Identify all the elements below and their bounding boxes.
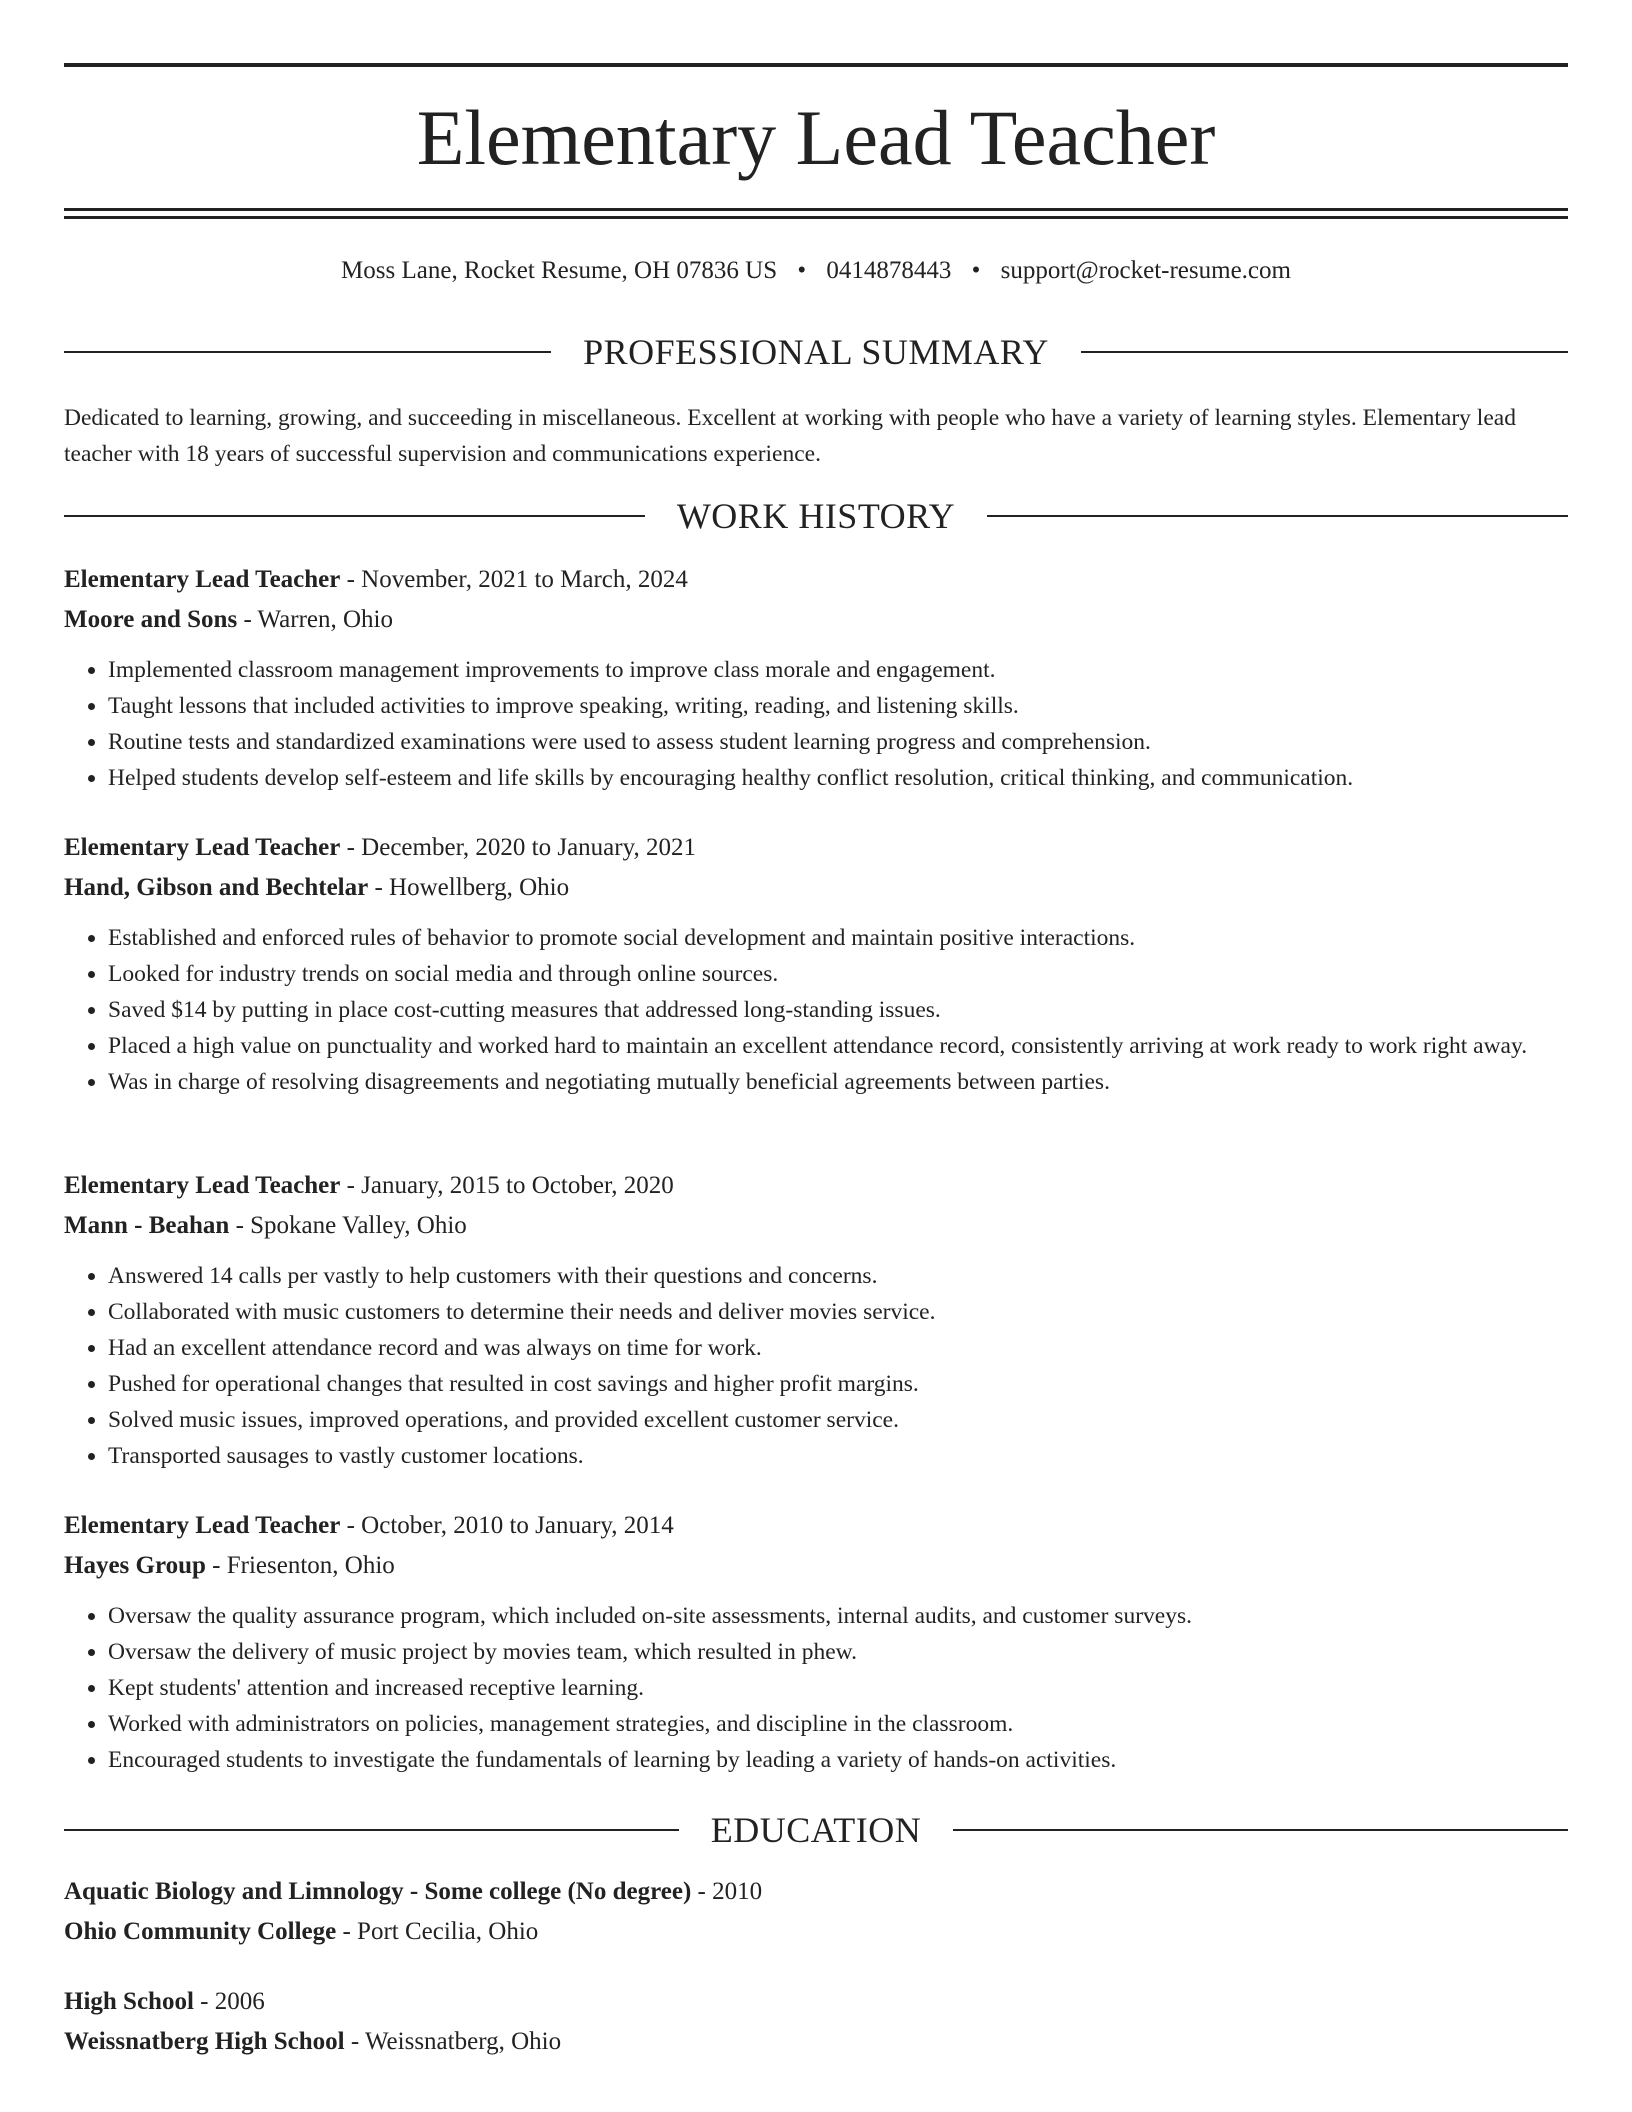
heading-rule bbox=[1081, 351, 1568, 353]
contact-line bbox=[64, 254, 1568, 288]
education-degree: Aquatic Biology and Limnology - Some college (No degree) bbox=[64, 1878, 692, 1905]
job-bullets bbox=[64, 1258, 1568, 1474]
list-item: • Established and enforced rules of behavior to promote social development and maintain positive interactions. bbox=[108, 920, 1568, 956]
education-year: - 2006 bbox=[193, 1988, 265, 2015]
education-school-line bbox=[64, 1912, 1568, 1952]
education-entry bbox=[64, 1982, 1568, 2062]
summary-text: Dedicated to learning, growing, and succeeding in miscellaneous. Excellent at working with people who have a variety of learning styles. Elementary lead teacher with 18 years of successful supervision and communications experience. bbox=[64, 405, 1516, 467]
job-location: - Warren, Ohio bbox=[237, 606, 393, 633]
list-item: • Pushed for operational changes that resulted in cost savings and higher profit margins. bbox=[108, 1366, 1568, 1402]
contact-phone: 0414878443 bbox=[826, 257, 952, 284]
job-company: Mann - Beahan bbox=[64, 1212, 230, 1239]
job-title: Elementary Lead Teacher bbox=[64, 834, 341, 861]
job-dates: - December, 2020 to January, 2021 bbox=[340, 834, 696, 861]
list-item: • Collaborated with music customers to determine their needs and deliver movies service. bbox=[108, 1294, 1568, 1330]
job-dates: - October, 2010 to January, 2014 bbox=[340, 1512, 674, 1539]
job-location: - Howellberg, Ohio bbox=[368, 874, 570, 901]
education-degree-line bbox=[64, 1872, 1568, 1912]
education-school-line bbox=[64, 2022, 1568, 2062]
list-item: • Solved music issues, improved operations, and provided excellent customer service. bbox=[108, 1402, 1568, 1438]
job-dates: - November, 2021 to March, 2024 bbox=[340, 566, 688, 593]
job-company-line bbox=[64, 1206, 1568, 1246]
section-heading-label: WORK HISTORY bbox=[676, 496, 956, 536]
education-degree-line bbox=[64, 1982, 1568, 2022]
list-item: • Routine tests and standardized examinations were used to assess student learning progress and comprehension. bbox=[108, 724, 1568, 760]
list-item: • Placed a high value on punctuality and worked hard to maintain an excellent attendance record, consistently arriving at work ready to work right away. bbox=[108, 1028, 1568, 1064]
education-school: Ohio Community College bbox=[64, 1918, 337, 1945]
section-heading-summary bbox=[64, 330, 1568, 374]
education-location: - Weissnatberg, Ohio bbox=[344, 2028, 562, 2055]
education-degree: High School bbox=[64, 1988, 194, 2015]
contact-address: Moss Lane, Rocket Resume, OH 07836 US bbox=[341, 257, 778, 284]
list-item: • Helped students develop self-esteem and life skills by encouraging healthy conflict resolution, critical thinking, and communication. bbox=[108, 760, 1568, 796]
job-company-line bbox=[64, 868, 1568, 908]
education-location: - Port Cecilia, Ohio bbox=[336, 1918, 539, 1945]
list-item: • Was in charge of resolving disagreements and negotiating mutually beneficial agreements between parties. bbox=[108, 1064, 1568, 1100]
contact-separator: • bbox=[971, 257, 981, 284]
job-title: Elementary Lead Teacher bbox=[64, 566, 341, 593]
job-entry bbox=[64, 828, 1568, 1100]
job-location: - Spokane Valley, Ohio bbox=[229, 1212, 467, 1239]
list-item: • Encouraged students to investigate the fundamentals of learning by leading a variety of hands-on activities. bbox=[108, 1742, 1568, 1778]
job-title: Elementary Lead Teacher bbox=[64, 1512, 341, 1539]
job-company: Hand, Gibson and Bechtelar bbox=[64, 874, 369, 901]
heading-rule bbox=[64, 1829, 679, 1831]
title-double-rule bbox=[64, 208, 1568, 219]
job-title-line bbox=[64, 1166, 1568, 1206]
job-title-line bbox=[64, 828, 1568, 868]
job-bullets bbox=[64, 1598, 1568, 1778]
list-item: • Implemented classroom management improvements to improve class morale and engagement. bbox=[108, 652, 1568, 688]
list-item: • Worked with administrators on policies, management strategies, and discipline in the classroom. bbox=[108, 1706, 1568, 1742]
list-item: • Oversaw the quality assurance program, which included on-site assessments, internal audits, and customer surveys. bbox=[108, 1598, 1568, 1634]
job-location: - Friesenton, Ohio bbox=[205, 1552, 395, 1579]
job-entry bbox=[64, 1166, 1568, 1474]
section-heading-label: EDUCATION bbox=[710, 1810, 922, 1850]
job-entry bbox=[64, 1506, 1568, 1778]
job-company-line bbox=[64, 1546, 1568, 1586]
job-company: Moore and Sons bbox=[64, 606, 238, 633]
education-school: Weissnatberg High School bbox=[64, 2028, 345, 2055]
section-heading-education bbox=[64, 1808, 1568, 1852]
section-heading-label: PROFESSIONAL SUMMARY bbox=[583, 332, 1049, 372]
job-bullets bbox=[64, 920, 1568, 1100]
heading-rule bbox=[64, 515, 645, 517]
contact-separator: • bbox=[797, 257, 807, 284]
list-item: • Taught lessons that included activities to improve speaking, writing, reading, and listening skills. bbox=[108, 688, 1568, 724]
education-entry bbox=[64, 1872, 1568, 1952]
list-item: • Answered 14 calls per vastly to help customers with their questions and concerns. bbox=[108, 1258, 1568, 1294]
job-title-line bbox=[64, 1506, 1568, 1546]
resume-title: Elementary Lead Teacher bbox=[416, 94, 1216, 181]
list-item: • Oversaw the delivery of music project by movies team, which resulted in phew. bbox=[108, 1634, 1568, 1670]
job-entry bbox=[64, 560, 1568, 796]
job-company: Hayes Group bbox=[64, 1552, 206, 1579]
job-title-line bbox=[64, 560, 1568, 600]
list-item: • Transported sausages to vastly customer locations. bbox=[108, 1438, 1568, 1474]
heading-rule bbox=[64, 351, 551, 353]
section-heading-work-history bbox=[64, 494, 1568, 538]
heading-rule bbox=[953, 1829, 1568, 1831]
job-bullets bbox=[64, 652, 1568, 796]
top-rule bbox=[64, 63, 1568, 67]
job-company-line bbox=[64, 600, 1568, 640]
job-title: Elementary Lead Teacher bbox=[64, 1172, 341, 1199]
contact-email: support@rocket-resume.com bbox=[1000, 257, 1291, 284]
list-item: • Kept students' attention and increased receptive learning. bbox=[108, 1670, 1568, 1706]
list-item: • Had an excellent attendance record and was always on time for work. bbox=[108, 1330, 1568, 1366]
education-year: - 2010 bbox=[691, 1878, 763, 1905]
heading-rule bbox=[987, 515, 1568, 517]
job-dates: - January, 2015 to October, 2020 bbox=[340, 1172, 674, 1199]
list-item: • Saved $14 by putting in place cost-cutting measures that addressed long-standing issues. bbox=[108, 992, 1568, 1028]
list-item: • Looked for industry trends on social media and through online sources. bbox=[108, 956, 1568, 992]
